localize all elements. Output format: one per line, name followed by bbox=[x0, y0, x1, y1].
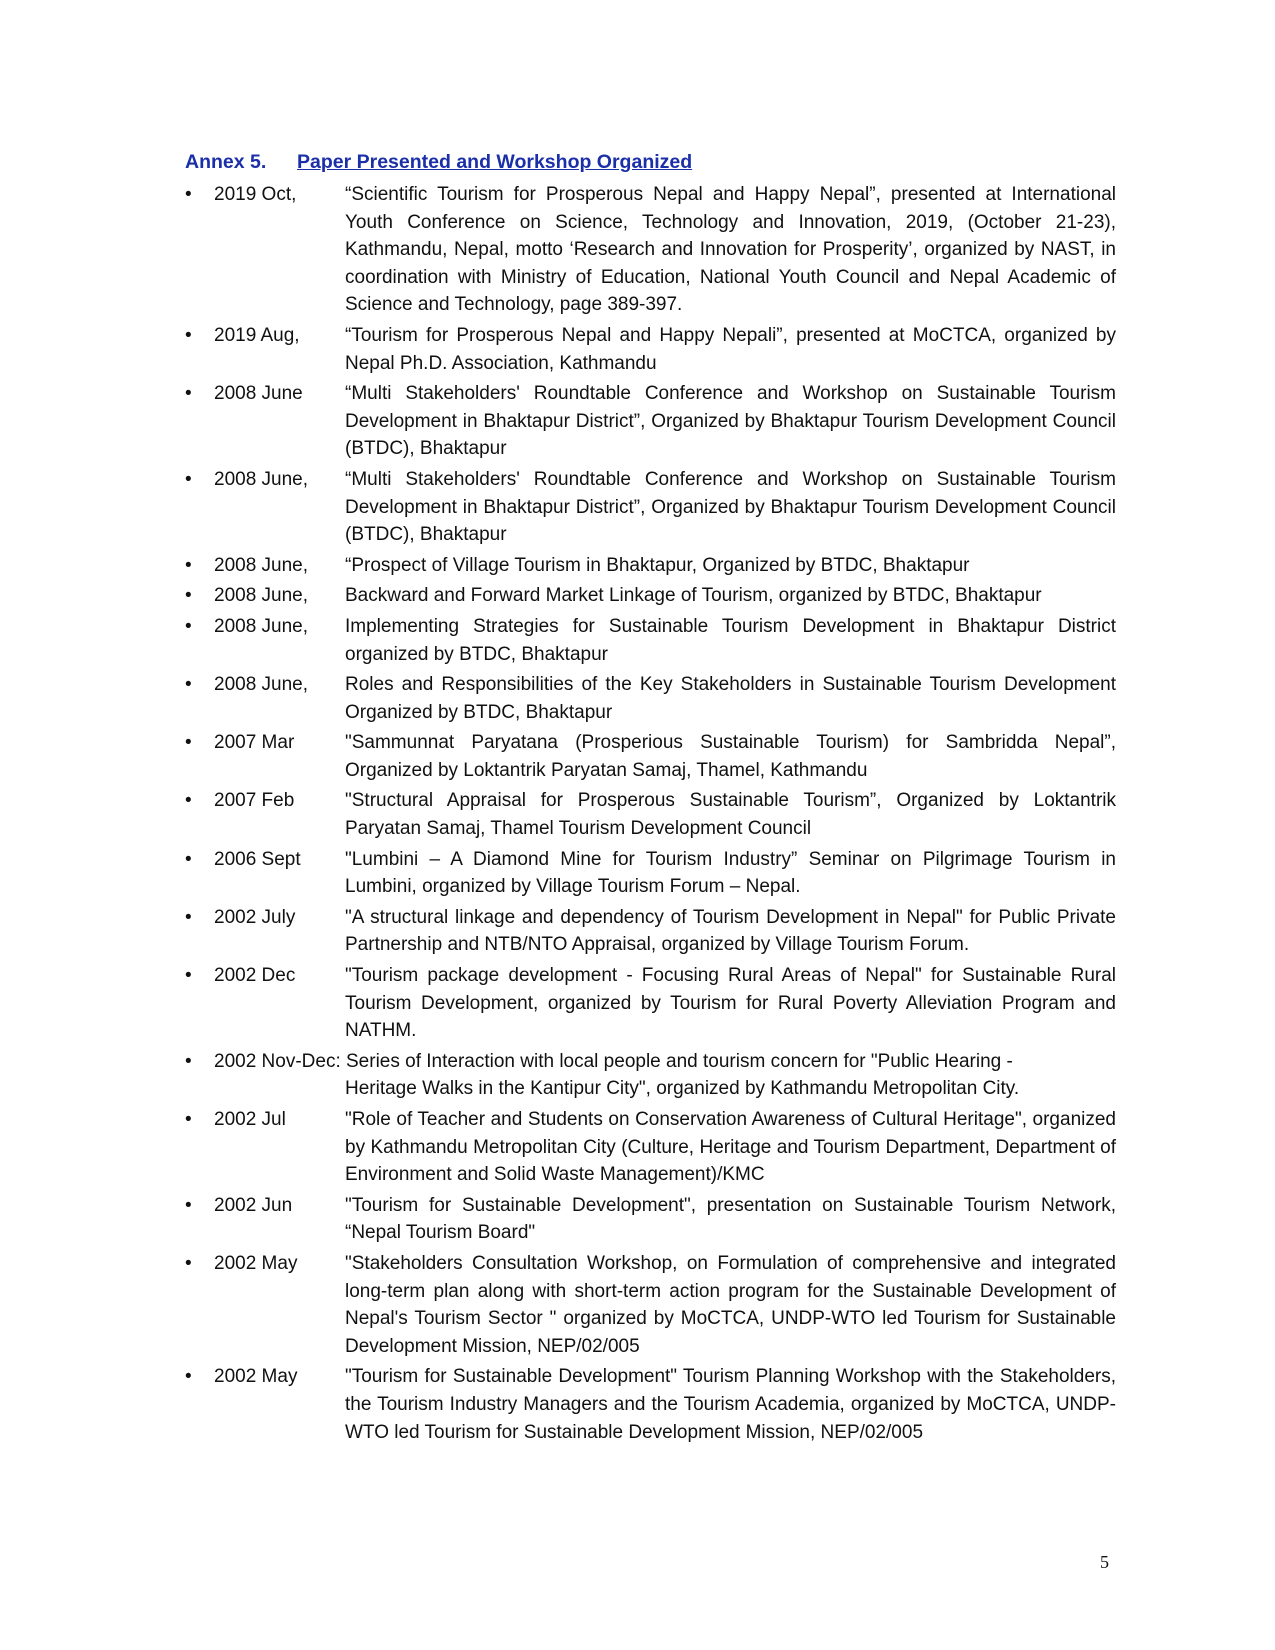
item-description: "Tourism for Sustainable Development" Tourism Planning Workshop with the Stakeholders, the Tourism Industry Managers and the Tourism Academia, organized by MoCTCA, UNDP-WTO led Tourism for Sustainable Development Mission, NEP/02/005 bbox=[345, 1366, 1116, 1443]
bullet: • bbox=[185, 585, 192, 607]
item-date: 2002 July bbox=[214, 906, 296, 928]
bullet: • bbox=[185, 674, 192, 696]
item-description: "Tourism for Sustainable Development", presentation on Sustainable Tourism Network, “Nepal Tourism Board" bbox=[345, 1194, 1116, 1244]
item-description: “Prospect of Village Tourism in Bhaktapur, Organized by BTDC, Bhaktapur bbox=[345, 554, 970, 576]
page-number: 5 bbox=[1100, 1552, 1109, 1572]
item-inline-rest: Heritage Walks in the Kantipur City", organized by Kathmandu Metropolitan City. bbox=[345, 1078, 1020, 1100]
bullet: • bbox=[185, 732, 192, 754]
item-description: “Multi Stakeholders' Roundtable Conference and Workshop on Sustainable Tourism Development in Bhaktapur District”, Organized by Bhaktapur Tourism Development Council (BTDC), Bhaktapur bbox=[345, 468, 1116, 546]
item-date: 2007 Feb bbox=[214, 790, 295, 812]
bullet: • bbox=[185, 615, 192, 637]
item-date: 2008 June bbox=[214, 383, 303, 405]
annex-title: Paper Presented and Workshop Organized bbox=[297, 151, 693, 173]
item-date: 2002 Jul bbox=[214, 1109, 286, 1130]
list-item bbox=[185, 671, 1116, 726]
item-description: Roles and Responsibilities of the Key Stakeholders in Sustainable Tourism Development Organized by BTDC, Bhaktapur bbox=[345, 674, 1116, 723]
bullet: • bbox=[185, 1366, 192, 1388]
list-item bbox=[185, 181, 1116, 319]
bullet: • bbox=[185, 965, 192, 987]
item-description: "Tourism package development - Focusing Rural Areas of Nepal" for Sustainable Rural Tourism Development, organized by Tourism for Rural Poverty Alleviation Program and NATHM. bbox=[345, 965, 1116, 1042]
item-description: Backward and Forward Market Linkage of Tourism, organized by BTDC, Bhaktapur bbox=[345, 585, 1042, 607]
bullet: • bbox=[185, 383, 192, 405]
item-date: 2002 May bbox=[214, 1252, 298, 1274]
list-item bbox=[185, 466, 1116, 549]
item-date: 2008 June, bbox=[214, 585, 309, 607]
bullet: • bbox=[185, 848, 192, 870]
item-date: 2008 June, bbox=[214, 615, 309, 637]
bullet: • bbox=[185, 324, 192, 346]
item-inline-first-line: 2002 Nov-Dec: Series of Interaction with local people and tourism concern for "Public Hearing - bbox=[214, 1050, 1013, 1072]
list-item bbox=[185, 962, 1116, 1045]
list-item bbox=[185, 1106, 1116, 1189]
item-description: "Role of Teacher and Students on Conservation Awareness of Cultural Heritage", organized by Kathmandu Metropolitan City (Culture, Heritage and Tourism Department, Department of Environment and Solid Waste Management)/KMC bbox=[345, 1109, 1116, 1186]
item-date: 2019 Oct, bbox=[214, 184, 297, 205]
bullet: • bbox=[185, 1109, 192, 1130]
item-description: “Multi Stakeholders' Roundtable Conference and Workshop on Sustainable Tourism Development in Bhaktapur District”, Organized by Bhaktapur Tourism Development Council (BTDC), Bhaktapur bbox=[345, 383, 1116, 460]
item-description: “Tourism for Prosperous Nepal and Happy Nepali”, presented at MoCTCA, organized by Nepal Ph.D. Association, Kathmandu bbox=[345, 324, 1116, 374]
annex-heading bbox=[185, 151, 692, 174]
list-item-inline bbox=[185, 1048, 1116, 1103]
item-date: 2008 June, bbox=[214, 468, 309, 490]
bullet: • bbox=[185, 1194, 192, 1216]
item-date: 2007 Mar bbox=[214, 732, 295, 754]
bullet: • bbox=[185, 1252, 192, 1274]
list-item bbox=[185, 729, 1116, 784]
item-date: 2008 June, bbox=[214, 674, 309, 696]
item-date: 2002 May bbox=[214, 1366, 298, 1388]
item-date: 2008 June, bbox=[214, 554, 309, 576]
item-description: "A structural linkage and dependency of Tourism Development in Nepal" for Public Private Partnership and NTB/NTO Appraisal, organized by Village Tourism Forum. bbox=[345, 906, 1116, 956]
item-description: "Sammunnat Paryatana (Prosperious Sustainable Tourism) for Sambridda Nepal”, Organized by Loktantrik Paryatan Samaj, Thamel, Kathmandu bbox=[345, 732, 1116, 781]
item-description: "Stakeholders Consultation Workshop, on Formulation of comprehensive and integrated long-term plan along with short-term action program for the Sustainable Development of Nepal's Tourism Sector " organized by MoCTCA, UNDP-WTO led Tourism for Sustainable Development Mission, NEP/02/005 bbox=[345, 1252, 1116, 1357]
list-item bbox=[185, 904, 1116, 959]
list-item bbox=[185, 1250, 1116, 1360]
list-item bbox=[185, 1363, 1116, 1446]
item-date: 2002 Dec bbox=[214, 965, 296, 987]
list-item bbox=[185, 380, 1116, 463]
list-item bbox=[185, 846, 1116, 901]
item-date: 2002 Jun bbox=[214, 1194, 293, 1216]
annex-number: Annex 5. bbox=[185, 151, 267, 173]
list-item bbox=[185, 1192, 1116, 1247]
list-item bbox=[185, 787, 1116, 842]
item-date: 2006 Sept bbox=[214, 848, 301, 870]
list-item bbox=[185, 582, 1116, 610]
list-item bbox=[185, 613, 1116, 668]
presentation-list bbox=[185, 181, 1116, 1449]
bullet: • bbox=[185, 554, 192, 576]
bullet: • bbox=[185, 906, 192, 928]
item-description: Implementing Strategies for Sustainable Tourism Development in Bhaktapur District organized by BTDC, Bhaktapur bbox=[345, 615, 1116, 665]
bullet: • bbox=[185, 184, 192, 205]
item-description: “Scientific Tourism for Prosperous Nepal and Happy Nepal”, presented at International Youth Conference on Science, Technology and Innovation, 2019, (October 21-23), Kathmandu, Nepal, motto ‘Research and Innovation for Prosperity’, organized by NAST, in coordination with Ministry of Education, National Youth Council and Nepal Academic of Science and Technology, page 389-397. bbox=[345, 184, 1116, 316]
list-item bbox=[185, 322, 1116, 377]
bullet: • bbox=[185, 468, 192, 490]
bullet: • bbox=[185, 790, 192, 812]
item-description: "Lumbini – A Diamond Mine for Tourism Industry” Seminar on Pilgrimage Tourism in Lumbini, organized by Village Tourism Forum – Nepal. bbox=[345, 848, 1116, 898]
item-date: 2019 Aug, bbox=[214, 324, 300, 346]
list-item bbox=[185, 552, 1116, 580]
item-description: "Structural Appraisal for Prosperous Sustainable Tourism”, Organized by Loktantrik Paryatan Samaj, Thamel Tourism Development Council bbox=[345, 790, 1116, 840]
bullet: • bbox=[185, 1050, 192, 1072]
